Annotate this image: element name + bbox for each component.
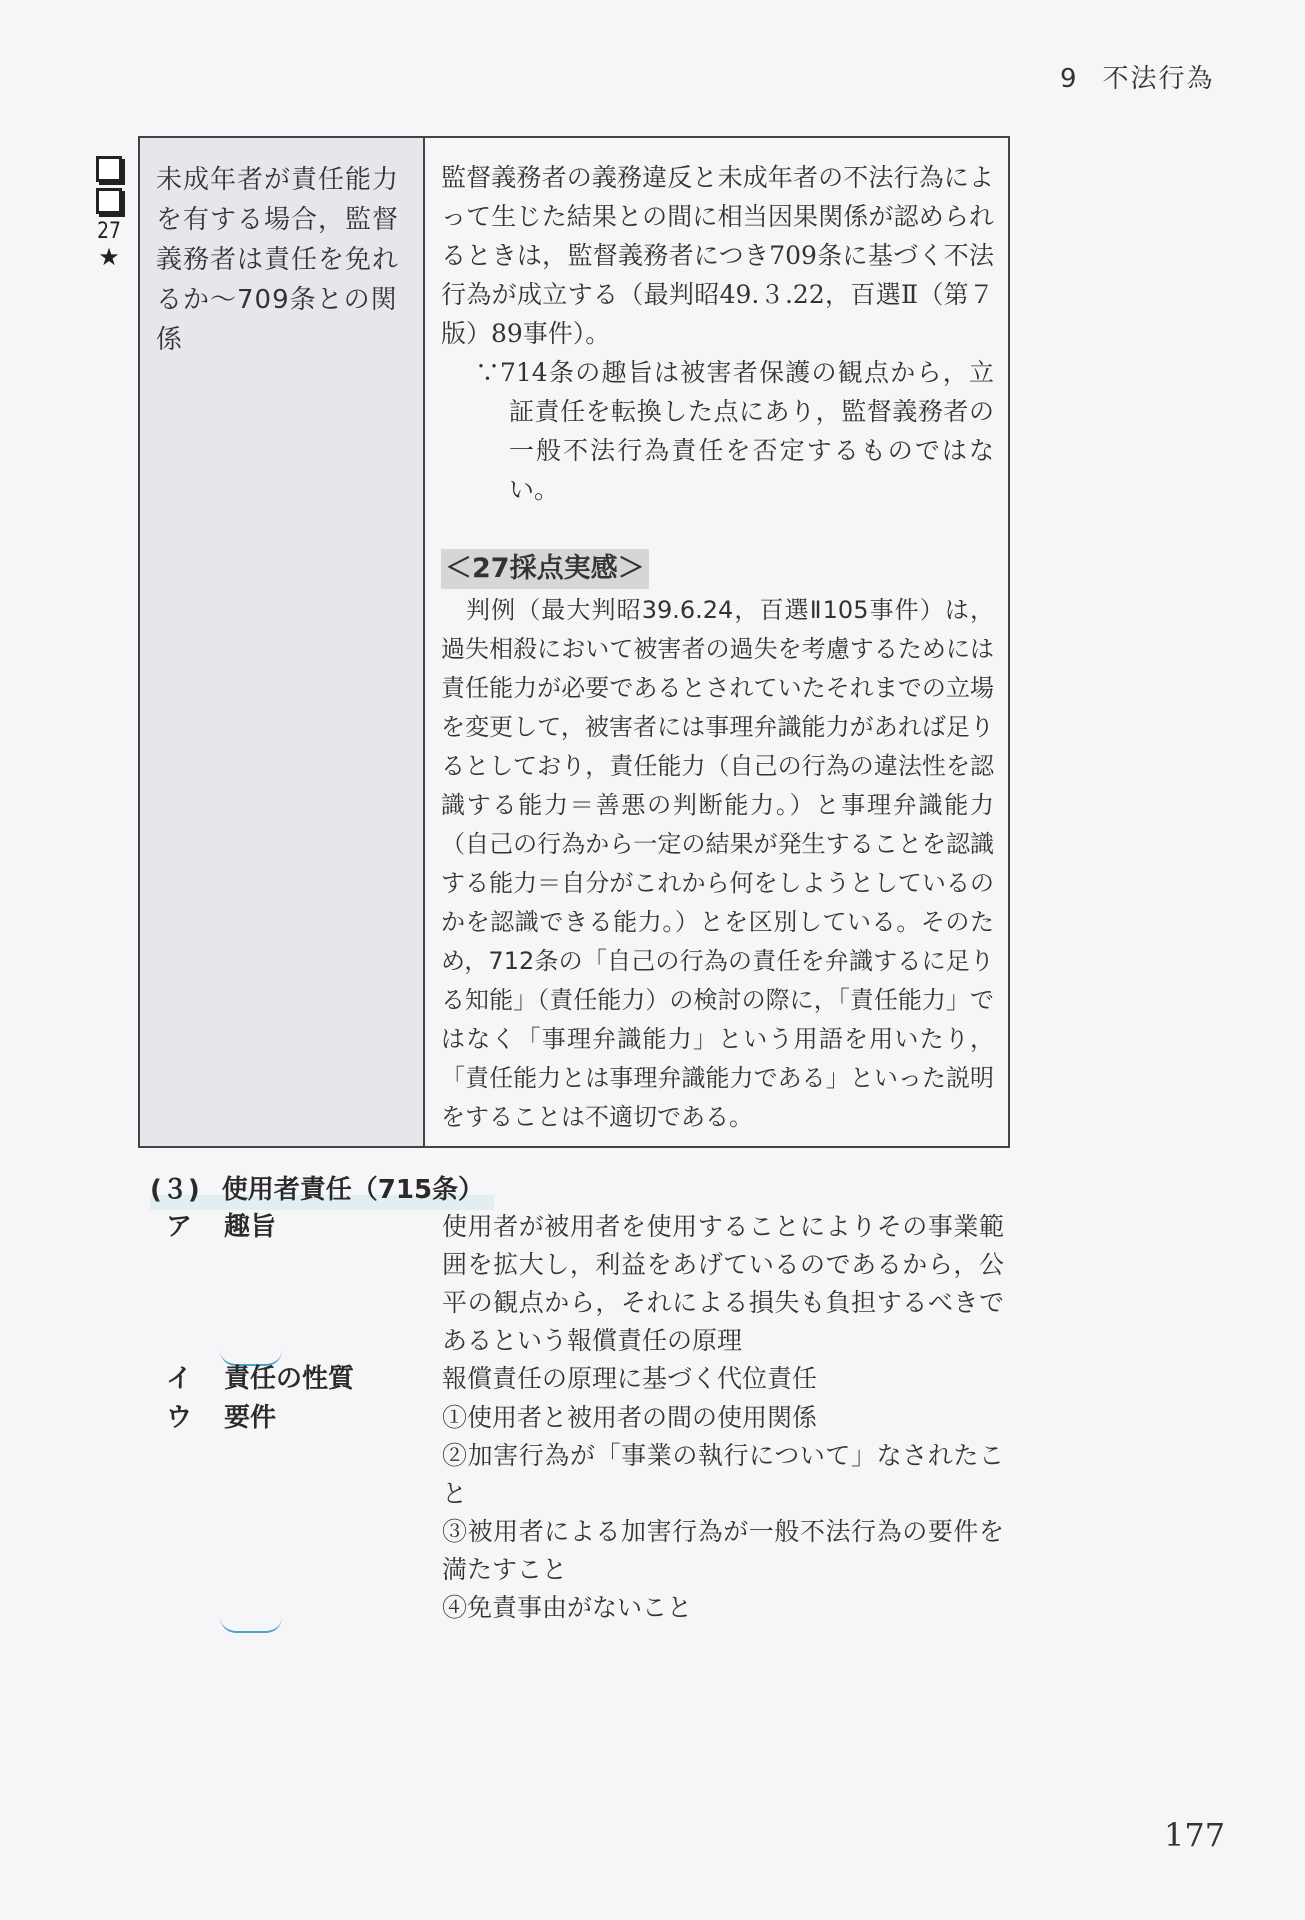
reason-text [475,353,994,509]
issue-answer [425,138,1008,1146]
chapter-title: 不法行為 [1102,64,1215,94]
row-letter: ウ [166,1403,193,1433]
review-checkbox[interactable] [96,188,122,214]
row-body [442,1360,1016,1399]
row-term: 趣旨 [224,1208,276,1360]
row-nature [166,1360,1016,1399]
row-body [442,1208,1016,1360]
review-checkbox[interactable] [96,156,122,182]
grading-note-body: 判例（最大判昭39.6.24，百選Ⅱ105事件）は，過失相殺において被害者の過失を考慮するためには責任能力が必要であるとされていたそれまでの立場を変更して，被害者には事理弁識能力があれば足りるとしており，責任能力（自己の行為の違法性を認識する能力＝善悪の判断能力。）と事理弁識能力（自己の行為から一定の結果が発生することを認識する能力＝自分がこれから何をしようとしているのかを認識できる能力。）とを区別している。そのため，712条の「自己の行為の責任を弁識するに足りる知能」（責任能力）の検討の際に，「責任能力」ではなく「事理弁識能力」という用語を用いたり，「責任能力とは事理弁識能力である」といった説明をすることは不適切である。 [441,596,994,1131]
holding-text: 監督義務者の義務違反と未成年者の不法行為によって生じた結果との間に相当因果関係が認められるときは，監督義務者につき709条に基づく不法行為が成立する（最判昭49.３.22，百選Ⅱ（第７版）89事件）。 [441,163,994,348]
reason-text-inner: ∵714条の趣旨は被害者保護の観点から，立証責任を転換した点にあり，監督義務者の一般不法行為責任を否定するものではない。 [475,358,994,504]
section-heading [150,1170,494,1210]
issue-topic: 未成年者が責任能力を有する場合，監督義務者は責任を免れるか～709条との関係 [140,138,425,1146]
grading-note-heading: ＜27採点実感＞ [441,549,649,589]
section-number: (３) [150,1175,200,1205]
importance-star-icon: ★ [98,243,120,271]
row-term: 要件 [224,1399,276,1627]
row-label [166,1208,442,1360]
chapter-number: 9 [1060,64,1079,94]
row-letter: イ [166,1364,193,1394]
row-line: 使用者が被用者を使用することによりその事業範囲を拡大し，利益をあげているのであるから，公平の観点から，それによる損失も負担するべきであるという報償責任の原理 [442,1212,1004,1355]
section-title: 使用者責任（715条） [221,1175,485,1205]
exam-number: 27 [97,219,121,244]
row-body [442,1399,1016,1627]
requirement-item: ①使用者と被用者の間の使用関係 [442,1403,818,1432]
page-number: 177 [1164,1816,1226,1854]
requirement-item: ③被用者による加害行為が一般不法行為の要件を満たすこと [442,1517,1004,1584]
requirement-item: ④免責事由がないこと [442,1593,693,1622]
row-requirements [166,1399,1016,1627]
review-marks [94,152,124,270]
row-label [166,1399,442,1627]
running-header [1060,58,1215,95]
row-label [166,1360,442,1399]
requirement-item: ②加害行為が「事業の執行について」なされたこと [442,1441,1004,1508]
row-purpose [166,1208,1016,1360]
row-term: 責任の性質 [224,1364,355,1394]
row-line: 報償責任の原理に基づく代位責任 [442,1364,818,1393]
issue-box [138,136,1010,1148]
section-rows [166,1208,1016,1627]
row-letter: ア [166,1212,193,1242]
